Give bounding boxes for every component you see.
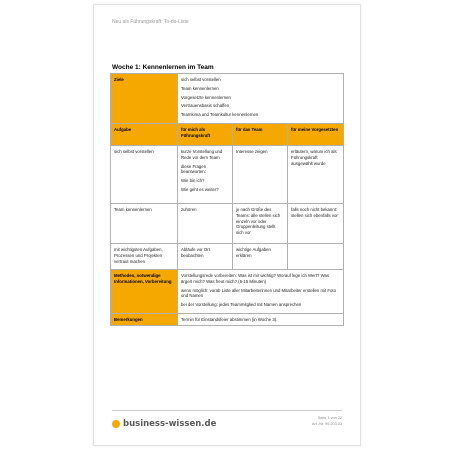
- ziele-list: [178, 74, 344, 124]
- logo-dot-icon: [112, 420, 120, 428]
- list-item: Vorstellungsrede vorbereiten: Was ist mir wichtig? Worauf lege ich Wert? Was ärgert mich? Was freut mich? (5-15 Minuten): [181, 272, 330, 284]
- table-cell: [288, 243, 344, 269]
- todo-table: [110, 73, 344, 326]
- table-cell: je nach Größe des Teams: alle stellen sich einzeln vor oder Gruppenleitung stellt sich vor: [233, 203, 288, 243]
- logo-text: business-wissen.de: [123, 419, 217, 429]
- cell-line: Wie bin ich?: [181, 178, 205, 184]
- list-item: Vertrauensbasis schaffen: [181, 103, 230, 109]
- footer-divider: [112, 410, 342, 411]
- column-header: für mich als Führungskraft: [178, 123, 233, 145]
- table-cell: Team kennenlernen: [111, 203, 178, 243]
- list-item: sich selbst vorstellen: [181, 77, 221, 82]
- table-cell: Abläufe vor Ort beobachten: [178, 243, 233, 269]
- list-item: Vorgesetzte kennenlernen: [181, 94, 231, 100]
- column-header: Aufgabe: [111, 123, 178, 145]
- table-cell: erläutern, warum ich als Führungskraft ausgewählt wurde: [288, 145, 344, 203]
- table-cell: mit wichtigsten Aufgaben, Prozessen und Projekten vertraut machen: [111, 243, 178, 269]
- table-cell: zuhören: [178, 203, 233, 243]
- methoden-list: [178, 269, 344, 313]
- list-item: Team kennenlernen: [181, 85, 219, 91]
- column-header: für das Team: [233, 123, 288, 145]
- document-header: Neu als Führungskraft: To-do-Liste: [112, 19, 189, 25]
- document-page: [93, 4, 361, 446]
- list-item: bei der Vorstellung: jedes Teammitglied mit Namen ansprechen: [181, 302, 302, 308]
- bemerkungen-label: Bemerkungen: [111, 313, 178, 325]
- article-number: Art.-Nr. 99.203.03: [312, 421, 342, 426]
- table-row: [111, 243, 344, 269]
- table-row: [111, 145, 344, 203]
- cell-line: kurze Vorstellung und Rede vor dem Team: [181, 148, 223, 160]
- table-cell: Interesse zeigen: [233, 145, 288, 203]
- ziele-label: Ziele: [111, 74, 178, 124]
- bemerkungen-text: Termin für Einstandsfeier abstimmen (in Woche 3).: [178, 313, 344, 325]
- table-cell: [178, 145, 233, 203]
- cell-line: diese Fragen beantworten:: [181, 163, 207, 175]
- table-cell: wichtige Aufgaben erklären: [233, 243, 288, 269]
- page-info: [312, 416, 342, 427]
- cell-line: Wie geht es weiter?: [181, 186, 219, 192]
- brand-logo: [112, 419, 216, 429]
- methoden-label: Methoden, notwendige Informationen, Vorbereitung: [111, 269, 178, 313]
- column-header: für meine Vorgesetzten: [288, 123, 344, 145]
- table-header-row: [111, 123, 344, 145]
- list-item: Teamkima und Teamkultur kennenlernen: [181, 112, 259, 118]
- table-row-methoden: [111, 269, 344, 313]
- table-cell: falls noch nicht bekannt: stellen sich ebenfalls vor: [288, 203, 344, 243]
- table-row-bemerkungen: [111, 313, 344, 325]
- table-row-ziele: [111, 74, 344, 124]
- table-row: [111, 203, 344, 243]
- table-cell: sich selbst vorstellen: [111, 145, 178, 203]
- list-item: wenn möglich: vorab Liste aller Mitarbeiterinnen und Mitarbeiter erstellen mit Foto und Namen: [181, 287, 336, 299]
- page-number: Seite 1 von 22: [317, 416, 342, 420]
- section-title: Woche 1: Kennenlernen im Team: [112, 64, 214, 71]
